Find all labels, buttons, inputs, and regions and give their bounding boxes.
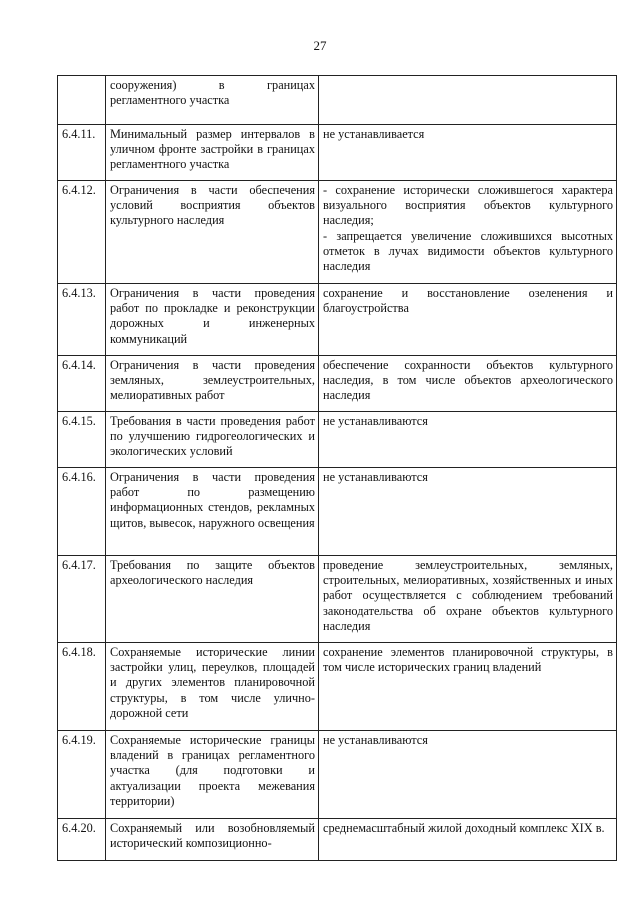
row-value <box>319 412 617 468</box>
row-value <box>319 284 617 356</box>
table-row <box>58 819 617 861</box>
row-number: 6.4.19. <box>58 731 106 819</box>
table-row <box>58 181 617 284</box>
row-value <box>319 643 617 731</box>
value-line: - запрещается увеличение сложившихся высотных отметок в лучах видимости объектов культурного наследия <box>323 228 613 274</box>
row-name: Требования в части проведения работ по улучшению гидрогеологических и экологических условий <box>106 412 319 468</box>
row-number: 6.4.11. <box>58 125 106 181</box>
row-name: сооружения) в границах регламентного участка <box>106 76 319 125</box>
table-row <box>58 643 617 731</box>
row-number: 6.4.13. <box>58 284 106 356</box>
row-name: Минимальный размер интервалов в уличном фронте застройки в границах регламентного участка <box>106 125 319 181</box>
value-line: проведение землеустроительных, земляных, строительных, мелиоративных, хозяйственных и иных работ осуществляется с соблюдением требований законодательства об охране объектов культурного наследия <box>323 558 613 633</box>
table-row <box>58 731 617 819</box>
value-line: сохранение и восстановление озеленения и благоустройства <box>323 286 613 316</box>
row-name: Ограничения в части проведения работ по прокладке и реконструкции дорожных и инженерных коммуникаций <box>106 284 319 356</box>
table-row <box>58 76 617 125</box>
row-number: 6.4.14. <box>58 356 106 412</box>
value-line: среднемасштабный жилой доходный комплекс XIX в. <box>323 821 605 835</box>
row-name: Сохраняемые исторические границы владений в границах регламентного участка (для подготовки и актуализации проекта межевания территории) <box>106 731 319 819</box>
value-line: обеспечение сохранности объектов культурного наследия, в том числе объектов археологического наследия <box>323 358 613 403</box>
row-value <box>319 125 617 181</box>
table-row <box>58 356 617 412</box>
row-name: Требования по защите объектов археологического наследия <box>106 556 319 643</box>
value-line: сохранение элементов планировочной структуры, в том числе исторических границ владений <box>323 645 613 675</box>
value-line: не устанавливается <box>323 127 425 141</box>
row-value <box>319 356 617 412</box>
table-row <box>58 125 617 181</box>
row-name: Сохраняемые исторические линии застройки улиц, переулков, площадей и других элементов планировочной структуры, в том числе улично-дорожной сети <box>106 643 319 731</box>
row-value <box>319 731 617 819</box>
value-line: не устанавливаются <box>323 414 428 428</box>
table-row <box>58 412 617 468</box>
row-number: 6.4.16. <box>58 468 106 556</box>
row-value <box>319 819 617 861</box>
value-line: - сохранение исторически сложившегося характера визуального восприятия объектов культурного наследия; <box>323 183 613 228</box>
value-line: не устанавливаются <box>323 733 428 747</box>
row-name: Ограничения в части обеспечения условий восприятия объектов культурного наследия <box>106 181 319 284</box>
row-name: Сохраняемый или возобновляемый исторический композиционно- <box>106 819 319 861</box>
row-number: 6.4.18. <box>58 643 106 731</box>
row-value <box>319 76 617 125</box>
row-value <box>319 181 617 284</box>
page-number: 27 <box>313 38 327 53</box>
table-row <box>58 284 617 356</box>
row-number <box>58 76 106 125</box>
row-value <box>319 556 617 643</box>
row-name: Ограничения в части проведения земляных, землеустроительных, мелиоративных работ <box>106 356 319 412</box>
row-value <box>319 468 617 556</box>
table-row <box>58 468 617 556</box>
row-number: 6.4.15. <box>58 412 106 468</box>
row-name: Ограничения в части проведения работ по размещению информационных стендов, рекламных щитов, вывесок, наружного освещения <box>106 468 319 556</box>
regulation-table <box>57 75 617 861</box>
table-row <box>58 556 617 643</box>
value-line: не устанавливаются <box>323 470 428 484</box>
row-number: 6.4.20. <box>58 819 106 861</box>
row-number: 6.4.12. <box>58 181 106 284</box>
row-number: 6.4.17. <box>58 556 106 643</box>
regulation-table-body <box>58 76 617 861</box>
